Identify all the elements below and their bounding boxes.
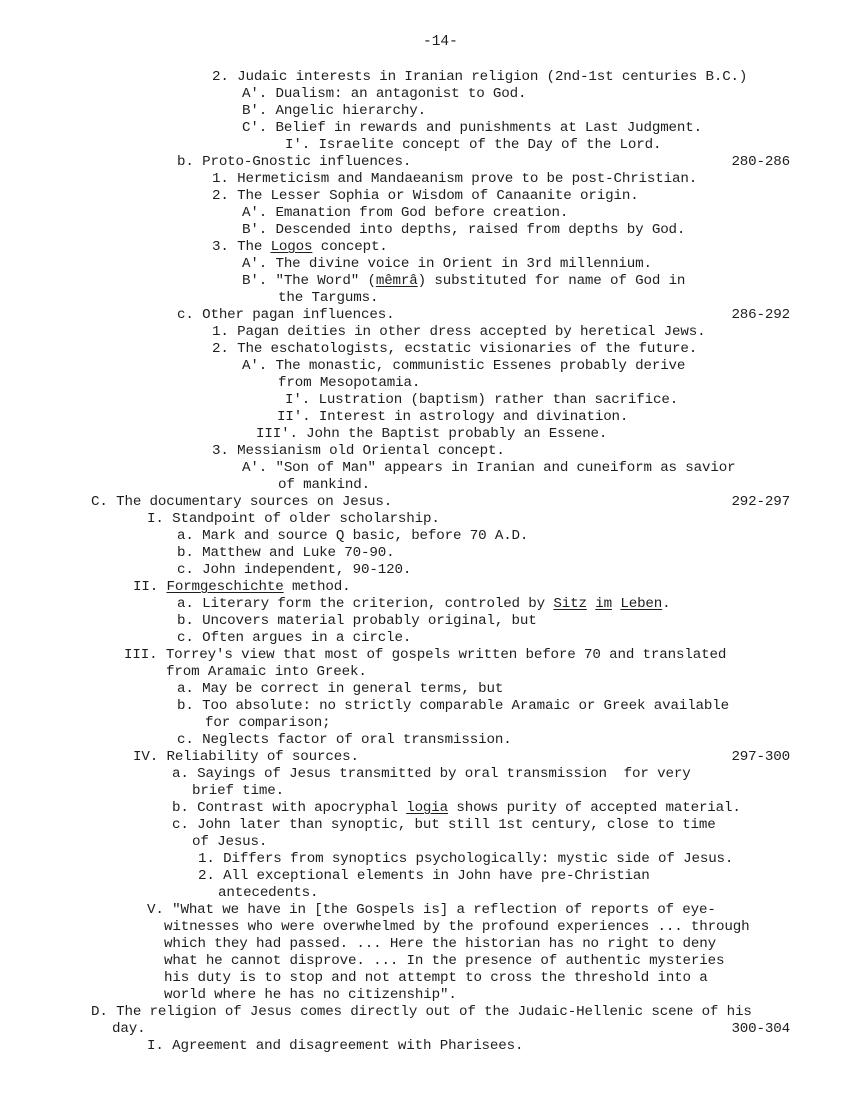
outline-line: what he cannot disprove. ... In the presence of authentic mysteries <box>164 953 725 969</box>
outline-line: witnesses who were overwhelmed by the profound experiences ... through <box>164 919 750 935</box>
outline-line: from Aramaic into Greek. <box>166 664 367 680</box>
outline-line: a. Mark and source Q basic, before 70 A.D. <box>177 528 529 544</box>
text <box>587 596 595 612</box>
outline-line: b. Matthew and Luke 70-90. <box>177 545 395 561</box>
outline-line: 2. The Lesser Sophia or Wisdom of Canaanite origin. <box>212 188 639 204</box>
page-range: 297-300 <box>731 749 790 765</box>
underlined-term: logia <box>406 800 449 816</box>
outline-line: I. Agreement and disagreement with Pharisees. <box>147 1038 524 1054</box>
outline-line: his duty is to stop and not attempt to cross the threshold into a <box>164 970 708 986</box>
text: . <box>662 596 671 612</box>
page-number: -14- <box>423 34 458 50</box>
outline-line: I. Standpoint of older scholarship. <box>147 511 440 527</box>
underlined-term: im <box>595 596 612 612</box>
outline-line: the Targums. <box>278 290 379 306</box>
outline-line: A'. Emanation from God before creation. <box>242 205 569 221</box>
outline-line: for comparison; <box>205 715 331 731</box>
outline-line: A'. The divine voice in Orient in 3rd millennium. <box>242 256 652 272</box>
text: ) substituted for name of God in <box>417 273 686 289</box>
text: method. <box>283 579 351 595</box>
outline-line <box>133 579 351 596</box>
outline-line <box>177 596 671 613</box>
underlined-term: Formgeschichte <box>166 579 284 595</box>
outline-line: B'. Angelic hierarchy. <box>242 103 427 119</box>
outline-line: 1. Differs from synoptics psychologically: mystic side of Jesus. <box>198 851 734 867</box>
outline-line: 2. All exceptional elements in John have pre-Christian <box>198 868 650 884</box>
outline-line: 2. Judaic interests in Iranian religion (2nd-1st centuries B.C.) <box>212 69 748 85</box>
outline-line: A'. "Son of Man" appears in Iranian and cuneiform as savior <box>242 460 736 476</box>
outline-line: D. The religion of Jesus comes directly out of the Judaic-Hellenic scene of his <box>91 1004 752 1020</box>
outline-line: c. John later than synoptic, but still 1st century, close to time <box>172 817 716 833</box>
underlined-term: Sitz <box>553 596 587 612</box>
outline-line: I'. Lustration (baptism) rather than sacrifice. <box>285 392 679 408</box>
outline-line: of mankind. <box>278 477 371 493</box>
outline-line: 2. The eschatologists, ecstatic visionaries of the future. <box>212 341 698 357</box>
outline-line: b. Proto-Gnostic influences. <box>177 154 412 170</box>
underlined-term: Logos <box>270 239 313 255</box>
outline-line: c. Often argues in a circle. <box>177 630 412 646</box>
outline-line: B'. Descended into depths, raised from depths by God. <box>242 222 686 238</box>
outline-line: world where he has no citizenship". <box>164 987 457 1003</box>
page-range: 280-286 <box>731 154 790 170</box>
outline-line: III'. John the Baptist probably an Essene. <box>256 426 608 442</box>
outline-line: III. Torrey's view that most of gospels written before 70 and translated <box>124 647 727 663</box>
outline-line: A'. The monastic, communistic Essenes probably derive <box>242 358 686 374</box>
text: concept. <box>312 239 388 255</box>
text: shows purity of accepted material. <box>448 800 741 816</box>
outline-line: V. "What we have in [the Gospels is] a reflection of reports of eye- <box>147 902 716 918</box>
outline-line: C. The documentary sources on Jesus. <box>91 494 393 510</box>
outline-line: brief time. <box>192 783 285 799</box>
outline-line: I'. Israelite concept of the Day of the Lord. <box>285 137 662 153</box>
outline-line: 3. Messianism old Oriental concept. <box>212 443 505 459</box>
outline-line: c. John independent, 90-120. <box>177 562 412 578</box>
outline-line: 1. Hermeticism and Mandaeanism prove to be post-Christian. <box>212 171 698 187</box>
text: B'. "The Word" ( <box>242 273 376 289</box>
text: b. Contrast with apocryphal <box>172 800 407 816</box>
outline-line: b. Uncovers material probably original, but <box>177 613 537 629</box>
text: a. Literary form the criterion, controled by <box>177 596 554 612</box>
outline-line <box>242 273 685 290</box>
outline-line: of Jesus. <box>192 834 268 850</box>
page-range: 300-304 <box>731 1021 790 1037</box>
underlined-term: mêmrâ <box>375 273 418 289</box>
underlined-term: Leben <box>620 596 663 612</box>
outline-line: from Mesopotamia. <box>278 375 421 391</box>
outline-line: C'. Belief in rewards and punishments at Last Judgment. <box>242 120 703 136</box>
outline-line: a. May be correct in general terms, but <box>177 681 504 697</box>
outline-line: b. Too absolute: no strictly comparable Aramaic or Greek available <box>177 698 730 714</box>
outline-line: which they had passed. ... Here the historian has no right to deny <box>164 936 717 952</box>
outline-line: c. Other pagan influences. <box>177 307 395 323</box>
outline-line: II'. Interest in astrology and divination. <box>277 409 629 425</box>
text: II. <box>133 579 167 595</box>
outline-line: c. Neglects factor of oral transmission. <box>177 732 512 748</box>
outline-line: 1. Pagan deities in other dress accepted by heretical Jews. <box>212 324 706 340</box>
outline-line: A'. Dualism: an antagonist to God. <box>242 86 527 102</box>
page-range: 292-297 <box>731 494 790 510</box>
outline-line: a. Sayings of Jesus transmitted by oral transmission for very <box>172 766 691 782</box>
page-range: 286-292 <box>731 307 790 323</box>
outline-line <box>212 239 388 256</box>
outline-line: antecedents. <box>218 885 319 901</box>
outline-line <box>172 800 741 817</box>
outline-line: day. <box>112 1021 146 1037</box>
outline-line: IV. Reliability of sources. <box>133 749 359 765</box>
text: 3. The <box>212 239 271 255</box>
